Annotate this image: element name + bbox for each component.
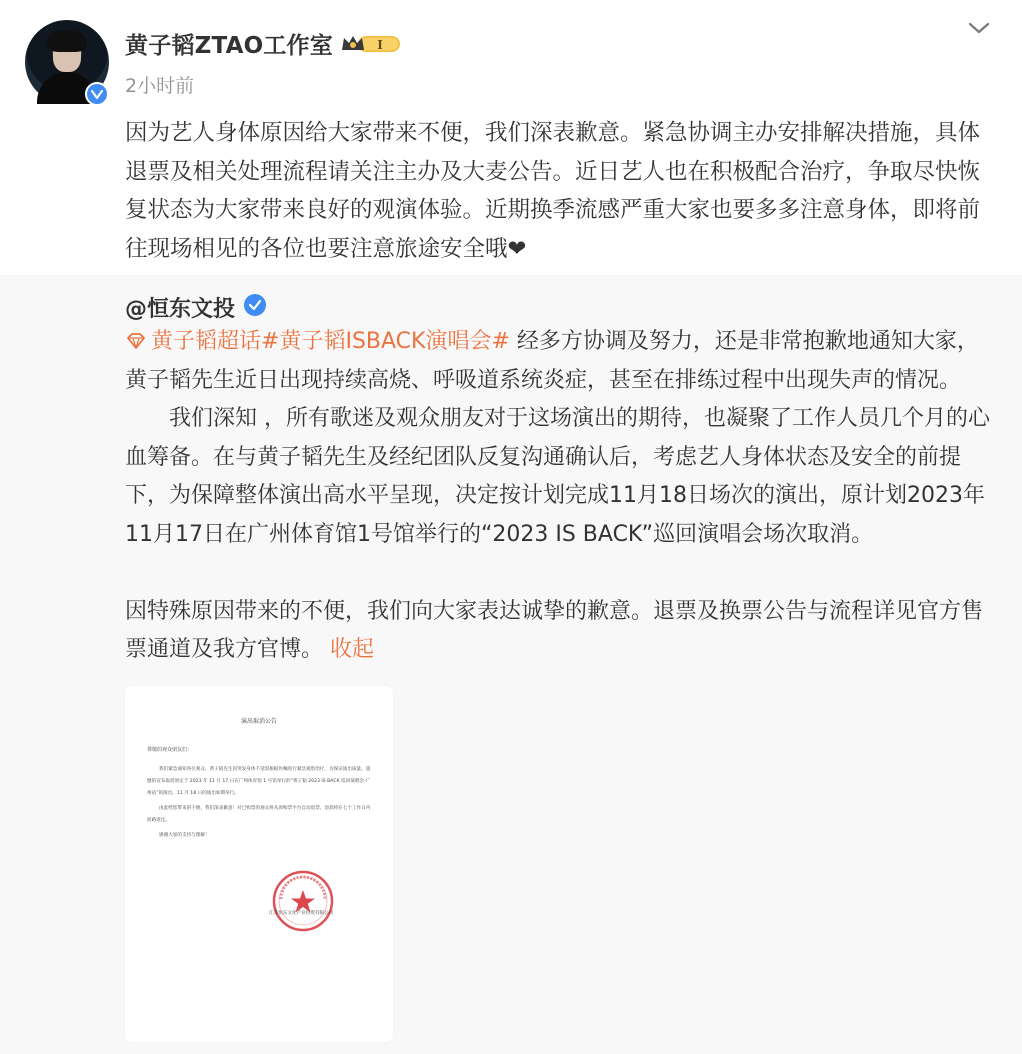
super-topic-link[interactable]: 黄子韬超话 [151, 329, 262, 354]
notice-salute: 尊敬的观众朋友们： [147, 747, 193, 753]
verified-badge-icon [85, 82, 109, 106]
paragraph-gap [125, 554, 1000, 593]
notice-paragraph-3: 感谢大家的支持与理解！ [159, 833, 210, 838]
avatar-hair [47, 30, 87, 52]
company-seal-icon [271, 869, 335, 933]
repost-text [125, 323, 1000, 670]
reposted-content[interactable] [0, 275, 1022, 1054]
notice-paragraph-1: 我们紧急通知各位观众，黄子韬先生因突发身体不适需根据医嘱进行紧急观察治疗，为保证演出质量，遗憾的宣布取消原定于 2023 年 11 月 17 日在广州体育馆 1 号馆举行的“黄子韬 2023 IS BACK 巡回演唱会-广州站”的演出。11 月 18 日的演出如期举行。 [147, 767, 371, 796]
post-timestamp: 2小时前 [125, 75, 195, 97]
repost-paragraph-2: 我们深知 ，所有歌迷及观众朋友对于这场演出的期待，也凝聚了工作人员几个月的心血筹备。在与黄子韬先生及经纪团队反复沟通确认后，考虑艺人身体状态及安全的前提下，为保障整体演出高水平呈现，决定按计划完成11月18日场次的演出，原计划2023年11月17日在广州体育馆1号馆举行的“2023 IS BACK”巡回演唱会场次取消。 [125, 406, 990, 547]
original-post [0, 0, 1022, 275]
notice-paragraph-2: 由此给您带来的不便，我们深表歉意！对已购票的观众将从原购票平台自动退票，退款将在七个工作日内原路返还。 [147, 806, 371, 823]
repost-paragraph-1-text: 经多方协调及努力，还是非常抱歉地通知大家，黄子韬先生近日出现持续高烧、呼吸道系统炎症，甚至在排练过程中出现失声的情况。 [125, 329, 979, 393]
hashtag-link[interactable]: #黄子韬ISBACK演唱会# [261, 329, 510, 354]
notice-image[interactable] [125, 686, 393, 1042]
collapse-link[interactable]: 收起 [330, 637, 375, 662]
repost-paragraph-3-text: 因特殊原因带来的不便，我们向大家表达诚挚的歉意。退票及换票公告与流程详见官方售票通道及我方官博。 [125, 598, 984, 662]
post-text: 因为艺人身体原因给大家带来不便，我们深表歉意。紧急协调主办安排解决措施，具体退票及相关处理流程请关注主办及大麦公告。近日艺人也在积极配合治疗，争取尽快恢复状态为大家带来良好的观演体验。近期换季流感严重大家也要多多注意身体，即将前往现场相见的各位也要注意旅途安全哦❤ [125, 120, 981, 262]
verified-badge-icon [244, 294, 266, 316]
post-username[interactable]: 黄子韬ZTAO工作室 [125, 33, 333, 59]
chevron-down-icon[interactable] [966, 18, 992, 38]
repost-paragraph-1 [125, 323, 1000, 400]
repost-author[interactable]: @恒东文投 [125, 297, 236, 322]
notice-signature: 江苏恒东文化产业投资有限公司 [269, 911, 334, 916]
notice-body [147, 764, 373, 845]
rank-badge-label: I [377, 38, 383, 52]
super-topic-diamond-icon [125, 332, 147, 350]
notice-title: 演出取消公告 [240, 718, 277, 725]
crown-rank-badge-icon[interactable] [340, 32, 402, 56]
repost-paragraph-3 [125, 593, 1000, 670]
